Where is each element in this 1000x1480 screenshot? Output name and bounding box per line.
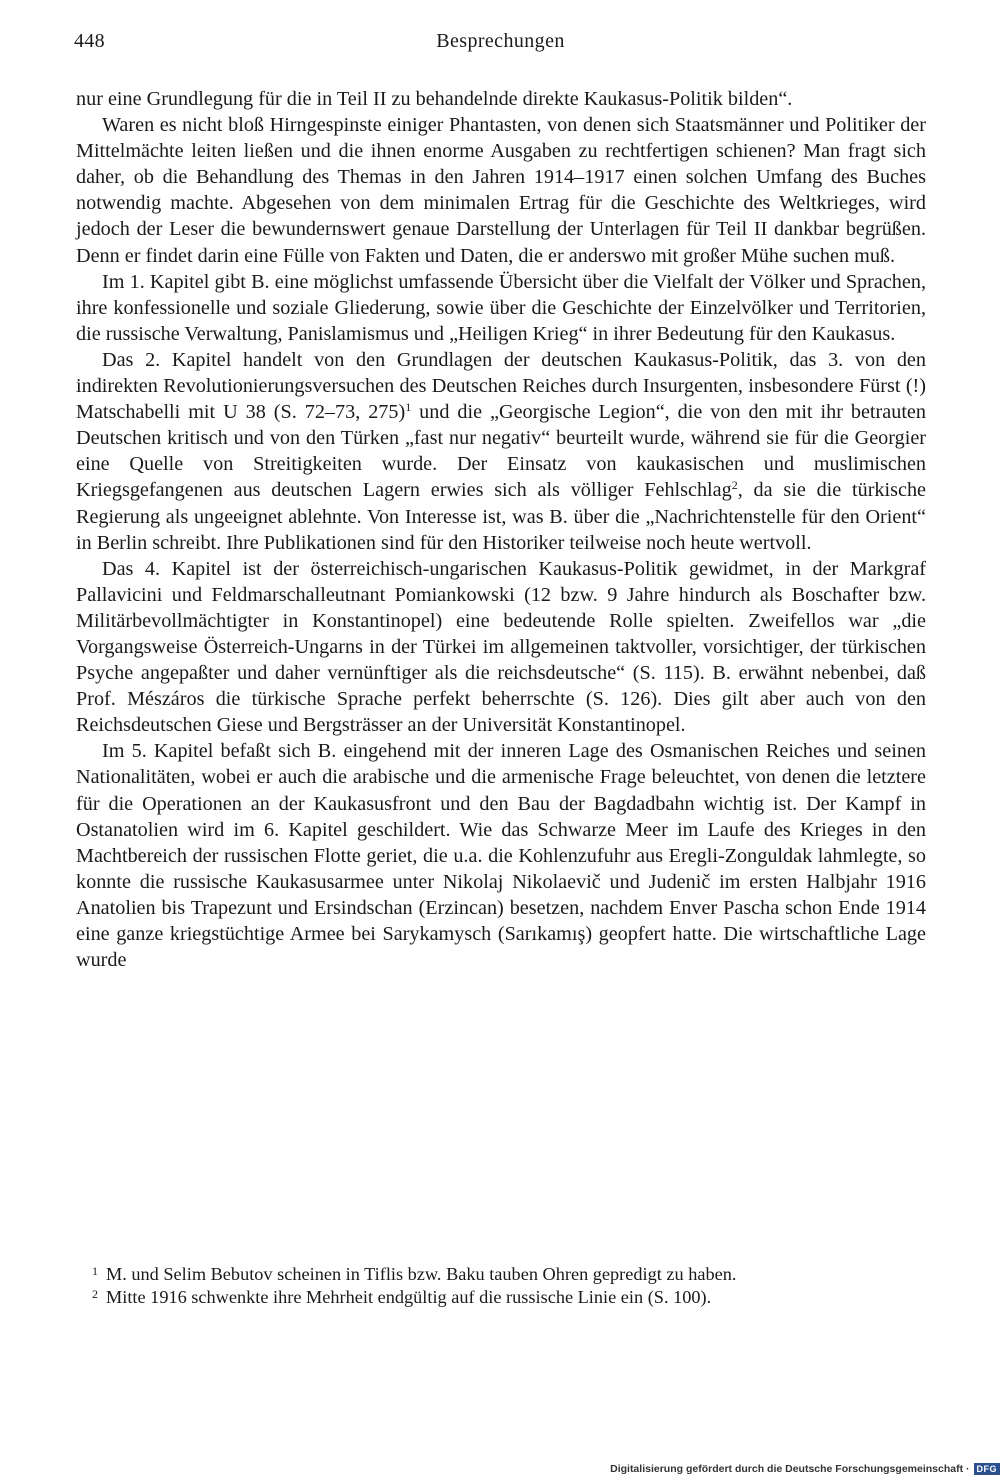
dfg-logo: DFG <box>974 1463 1000 1475</box>
digitization-credit <box>610 1459 1000 1479</box>
page-number: 448 <box>74 30 105 52</box>
paragraph-kapitel-2-3-part-c: , da sie die türkische Regierung als ungeeignet ablehnte. Von Interesse ist, was B. über die „Nachrichtenstelle für den Orient“ in Berlin schreibt. Ihre Publikationen sind für den Historiker teilweise noch heute wertvoll. <box>76 479 926 554</box>
paragraph-continuation: nur eine Grundlegung für die in Teil II zu behandelnde direkte Kaukasus-Politik bilden“. <box>76 88 793 110</box>
paragraph-kapitel-1: Im 1. Kapitel gibt B. eine möglichst umfassende Übersicht über die Vielfalt der Völker und Sprachen, ihre konfessionelle und soziale Gliederung, sowie über die Geschichte der Einzelvölker und Territorien, die russische Verwaltung, Panislamismus und „Heiligen Krieg“ in ihrer Bedeutung für den Kaukasus. <box>76 270 926 345</box>
footnote-mark-1: 1 <box>92 1264 98 1278</box>
paragraph-kapitel-2-3 <box>76 347 926 556</box>
footnote-text-1: M. und Selim Bebutov scheinen in Tiflis bzw. Baku tauben Ohren gepredigt zu haben. <box>106 1264 737 1284</box>
paragraph-kapitel-5-6: Im 5. Kapitel befaßt sich B. eingehend mit der inneren Lage des Osmanischen Reiches und seinen Nationalitäten, wobei er auch die arabische und die armenische Frage beleuchtet, von denen die letztere für die Operationen an der Kaukasusfront und den Bau der Bagdadbahn wichtig ist. Der Kampf in Ostanatolien wird im 6. Kapitel geschildert. Wie das Schwarze Meer im Laufe des Krieges in den Machtbereich der russischen Flotte geriet, die u.a. die Kohlenzufuhr aus Eregli-Zonguldak lahmlegte, so konnte die russische Kaukasusarmee unter Nikolaj Nikolaevič und Judenič im ersten Halbjahr 1916 Anatolien bis Trapezunt und Ersindschan (Erzincan) besetzen, nachdem Enver Pascha schon Ende 1914 eine ganze kriegstüchtige Armee bei Sarykamysch (Sarıkamış) geopfert hatte. Die wirtschaftliche Lage wurde <box>76 740 926 972</box>
footnote-2 <box>92 1286 928 1309</box>
paragraph-kapitel-4: Das 4. Kapitel ist der österreichisch-ungarischen Kaukasus-Politik gewidmet, in der Markgraf Pallavicini und Feldmarschalleutnant Pomiankowski (12 bzw. 9 Jahre hindurch als Boschafter bzw. Militärbevollmächtigter in Konstantinopel) eine bedeutende Rolle spielten. Zweifellos war „die Vorgangsweise Österreich-Ungarns in der Türkei im allgemeinen taktvoller, vorsichtiger, der türkischen Psyche angepaßter und daher vernünftiger als die reichsdeutsche“ (S. 115). B. erwähnt nebenbei, daß Prof. Mészáros die türkische Sprache perfekt beherrschte (S. 126). Dies gilt aber auch von den Reichsdeutschen Giese und Bergsträsser an der Universität Konstantinopel. <box>76 557 926 737</box>
paragraph-staatsmaenner: Waren es nicht bloß Hirngespinste einiger Phantasten, von denen sich Staatsmänner und Politiker der Mittelmächte leiten ließen und die ihnen enorme Ausgaben zu rechtfertigen schienen? Man fragt sich daher, ob die Behandlung des Themas in den Jahren 1914–1917 einen solchen Umfang des Buches notwendig machte. Abgesehen von dem minimalen Ertrag für die Geschichte des Weltkrieges, wird jedoch der Leser die bewundernswert genaue Darstellung der Unterlagen für Teil II dankbar begrüßen. Denn er findet darin eine Fülle von Fakten und Daten, die er anderswo mit großer Mühe suchen muß. <box>76 114 926 267</box>
footnotes <box>92 1263 928 1309</box>
paragraph-kapitel-2-3-part-b: und die „Georgische Legion“, die von den mit ihr betrauten Deutschen kritisch und von den Türken „fast nur negativ“ beurteilt wurde, während sie für die Georgier eine Quelle von Streitigkeiten wurde. Der Einsatz von kaukasischen und muslimischen Kriegsgefangenen aus deutschen Lagern erwies sich als völliger Fehlschlag <box>76 401 926 502</box>
footnote-ref-1: 1 <box>405 400 412 415</box>
running-head: Besprechungen <box>436 30 565 52</box>
paragraph-kapitel-2-3-part-a: Das 2. Kapitel handelt von den Grundlagen der deutschen Kaukasus-Politik, das 3. von den indirekten Revolutionierungsversuchen des Deutschen Reiches durch Insurgenten, insbesondere Fürst (!) Matschabelli mit U 38 (S. 72–73, 275) <box>76 348 926 424</box>
footnote-ref-2: 2 <box>731 478 738 493</box>
footnote-text-2: Mitte 1916 schwenkte ihre Mehrheit endgültig auf die russische Linie ein (S. 100). <box>106 1287 712 1307</box>
footnote-1 <box>92 1263 928 1286</box>
review-body <box>76 86 926 973</box>
page-header <box>74 30 927 60</box>
credit-text: Digitalisierung gefördert durch die Deutsche Forschungsgemeinschaft · <box>610 1463 970 1475</box>
footnote-mark-2: 2 <box>92 1287 98 1301</box>
